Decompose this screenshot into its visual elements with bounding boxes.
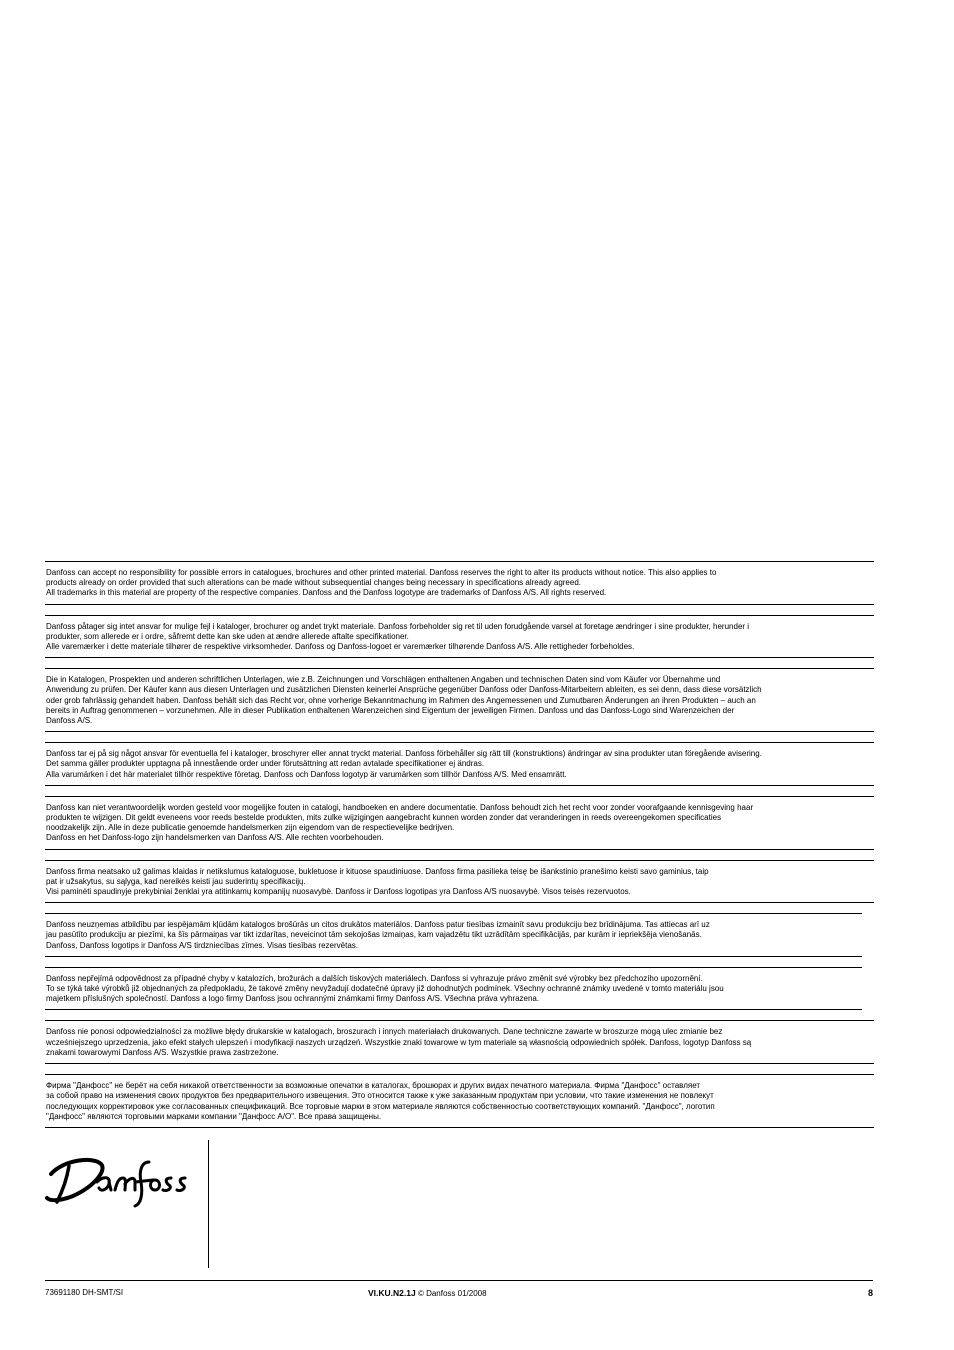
vertical-divider xyxy=(208,1140,209,1268)
disclaimer-line: Danfoss påtager sig intet ansvar for mulige fejl i kataloger, brochurer og andet trykt materiale. Danfoss forbeholder sig ret til uden forudgående varsel at foretage ændringer i sine produkter, herunder i xyxy=(46,621,750,631)
danfoss-logo-icon xyxy=(45,1140,210,1268)
disclaimer-de xyxy=(45,668,874,732)
disclaimer-line: wcześniejszego uprzedzenia, jako efekt stałych ulepszeń i modyfikacji naszych urządzeń. Wszystkie znaki towarowe w tym materiale są własnością odpowiednich spółek. Danfoss, logotyp Danfoss są xyxy=(46,1037,752,1047)
disclaimer-line: Alla varumärken i det här materialet tillhör respektive företag. Danfoss och Danfoss logotyp är varumärken som tillhör Danfoss A/S. Med ensamrätt. xyxy=(46,769,567,779)
danfoss-logo-icon xyxy=(45,1152,187,1208)
disclaimer-line: produkter, som allerede er i ordre, såfremt dette kan ske uden at ændre allerede aftalte specifikationer. xyxy=(46,631,409,641)
footer-divider xyxy=(45,1280,873,1281)
disclaimer-line: To se týká také výrobků již objednaných za předpokladu, že takové změny nevyžadují dodatečné úpravy již dohodnutých podmínek. Všechny ochranné známky uvedené v tomto materiálu jsou xyxy=(46,984,724,994)
copyright: © Danfoss 01/2008 xyxy=(417,1289,487,1298)
disclaimer-line: oder grob fahrlässig gehandelt haben. Danfoss behält sich das Recht vor, ohne vorherige Bekanntmachung im Rahmen des Angemessenen und Zumutbaren Änderungen an ihren Produkten – auch an xyxy=(46,695,756,705)
disclaimer-line: Anwendung zu prüfen. Der Käufer kann aus diesen Unterlagen und zusätzlichen Diensten keinerlei Ansprüche gegenüber Danfoss oder Danfoss-Mitarbeitern ableiten, es sei denn, dass diese vorsätzlich xyxy=(46,685,762,695)
doc-code-copyright xyxy=(368,1287,487,1300)
disclaimer-line: Danfoss firma neatsako už galimas klaidas ir netikslumus kataloguose, bukletuose ir kituose spaudiniuose. Danfoss firma pasilieka teisę be išankstinio pranešimo keisti savo gaminius, taip xyxy=(46,866,709,876)
disclaimer-sv xyxy=(45,742,874,786)
disclaimer-line: Danfoss en het Danfoss-logo zijn handelsmerken van Danfoss A/S. Alle rechten voorbehouden. xyxy=(46,833,384,843)
disclaimer-line: pat ir užsakytus, su sąlyga, kad nereikės keisti jau suderintų specifikacijų. xyxy=(46,876,306,886)
disclaimer-line: bereits in Auftrag genommenen – vorzunehmen. Alle in dieser Publikation enthaltenen Warenzeichen sind Eigentum der jeweiligen Firmen. Danfoss und das Danfoss-Logo sind Warenzeichen der xyxy=(46,705,735,715)
disclaimer-line: Det samma gäller produkter upptagna på innestående order under förutsättning att redan avtalade specifikationer ej ändras. xyxy=(46,759,485,769)
disclaimer-line: Danfoss can accept no responsibility for possible errors in catalogues, brochures and other printed material. Danfoss reserves the right to alter its products without notice. This also applies to xyxy=(46,568,717,577)
disclaimer-line: Фирма "Данфосс" не берёт на себя никакой ответственности за возможные опечатки в каталогах, брошюрах и других видах печатного материала. Фирма "Данфосс" оставляет xyxy=(46,1081,701,1091)
disclaimer-line: produkten te wijzigen. Dit geldt eveneens voor reeds bestelde produkten, mits zulke wijzigingen aangebracht kunnen worden zonder dat veranderingen in reeds overeengekomen specificaties xyxy=(46,813,722,823)
disclaimer-line: "Данфосс" являются торговыми марками компании "Данфосс А/О". Все права защищены. xyxy=(46,1111,382,1121)
disclaimer-line: jau pasūtīto produkciju ar piezīmi, ka šīs pārmaiņas var tikt izdarītas, neveicinot tām sekojošas izmaiņas, kam vajadzētu tikt uzrādītām specifikācijās, par kurām ir iepriekšēja vienošanās. xyxy=(46,930,702,940)
disclaimer-da xyxy=(45,615,874,659)
disclaimer-line: All trademarks in this material are property of the respective companies. Danfoss and the Danfoss logotype are trademarks of Danfoss A/S. All rights reserved. xyxy=(46,588,607,598)
disclaimer-line: Visi paminėti spaudinyje prekybiniai ženklai yra atitinkamų kompanijų nuosavybė. Danfoss ir Danfoss logotipas yra Danfoss A/S nuosavybė. Visos teisės rezervuotos. xyxy=(46,887,631,897)
disclaimer-line: Danfoss, Danfoss logotips ir Danfoss A/S tirdzniecības zīmes. Visas tiesības rezervētas. xyxy=(46,940,358,950)
page-number: 8 xyxy=(867,1288,873,1298)
disclaimer-line: последующих корректировок уже согласованных спецификаций. Все торговые марки в этом материале являются собственностью соответствующих компаний. "Данфосс", логотип xyxy=(46,1101,715,1111)
page-footer xyxy=(45,1287,873,1301)
disclaimer-line: majetkem příslušných společností. Danfoss a logo firmy Danfoss jsou ochrannými známkami firmy Danfoss A/S. Všechna práva vyhrazena. xyxy=(46,994,540,1004)
disclaimer-en xyxy=(45,561,874,605)
doc-number: 73691180 DH-SMT/SI xyxy=(45,1288,124,1297)
disclaimer-line: Danfoss nepřejímá odpovědnost za případné chyby v katalozích, brožurách a dalších tiskových materiálech. Danfoss si vyhrazuje právo změnit své výrobky bez předchozího upozornění. xyxy=(46,973,703,983)
doc-code: VI.KU.N2.1J xyxy=(368,1288,416,1298)
disclaimer-line: noodzakelijk zijn. Alle in deze publicatie genoemde handelsmerken zijn eigendom van de respectievelijke bedrijven. xyxy=(46,823,455,833)
disclaimer-cs xyxy=(45,967,862,1011)
disclaimer-line: Danfoss neuzņemas atbildību par iespējamām kļūdām katalogos brošūrās un citos drukātos materiālos. Danfoss patur tiesības izmainīt savu produkciju bez brīdinājuma. Tas attiecas arī uz xyxy=(46,920,710,930)
disclaimer-nl xyxy=(45,796,874,850)
disclaimer-line: products already on order provided that such alterations can be made without subsequential changes being necessary in specifications already agreed. xyxy=(46,578,581,588)
disclaimer-line: Danfoss A/S. xyxy=(46,716,93,726)
disclaimer-line: Danfoss kan niet verantwoordelijk worden gesteld voor mogelijke fouten in catalogi, handboeken en andere documentatie. Danfoss behoudt zich het recht voor zonder voorafgaande kennisgeving haar xyxy=(46,802,754,812)
disclaimer-line: за собой право на изменения своих продуктов без предварительного извещения. Это относится также к уже заказанным продуктам при условии, что такие изменения не повлекут xyxy=(46,1091,714,1101)
disclaimer-lv xyxy=(45,913,862,957)
disclaimer-line: Danfoss tar ej på sig något ansvar för eventuella fel i kataloger, broschyrer eller annat tryckt material. Danfoss förbehåller sig rätt till (konstruktions) ändringar av sina produkter utan föregående avisering. xyxy=(46,749,762,759)
disclaimer-line: Die in Katalogen, Prospekten und anderen schriftlichen Unterlagen, wie z.B. Zeichnungen und Vorschlägen enthaltenen Angaben und technischen Daten sind vom Käufer vor Übernahme und xyxy=(46,675,721,685)
disclaimer-ru xyxy=(45,1074,874,1128)
disclaimer-line: Alle varemærker i dette materiale tilhører de respektive virksomheder. Danfoss og Danfoss-logoet er varemærker tilhørende Danfoss A/S. Alle rettigheder forbeholdes. xyxy=(46,642,635,652)
disclaimer-line: Danfoss nie ponosi odpowiedzialności za możliwe błędy drukarskie w katalogach, broszurach i innych materiałach drukowanych. Dane techniczne zawarte w broszurze mogą ulec zmianie bez xyxy=(46,1027,723,1037)
disclaimer-line: znakami towarowymi Danfoss A/S. Wszystkie prawa zastrzeżone. xyxy=(46,1047,279,1057)
disclaimer-lt xyxy=(45,860,874,904)
disclaimer-section xyxy=(45,561,873,1128)
disclaimer-pl xyxy=(45,1020,874,1064)
